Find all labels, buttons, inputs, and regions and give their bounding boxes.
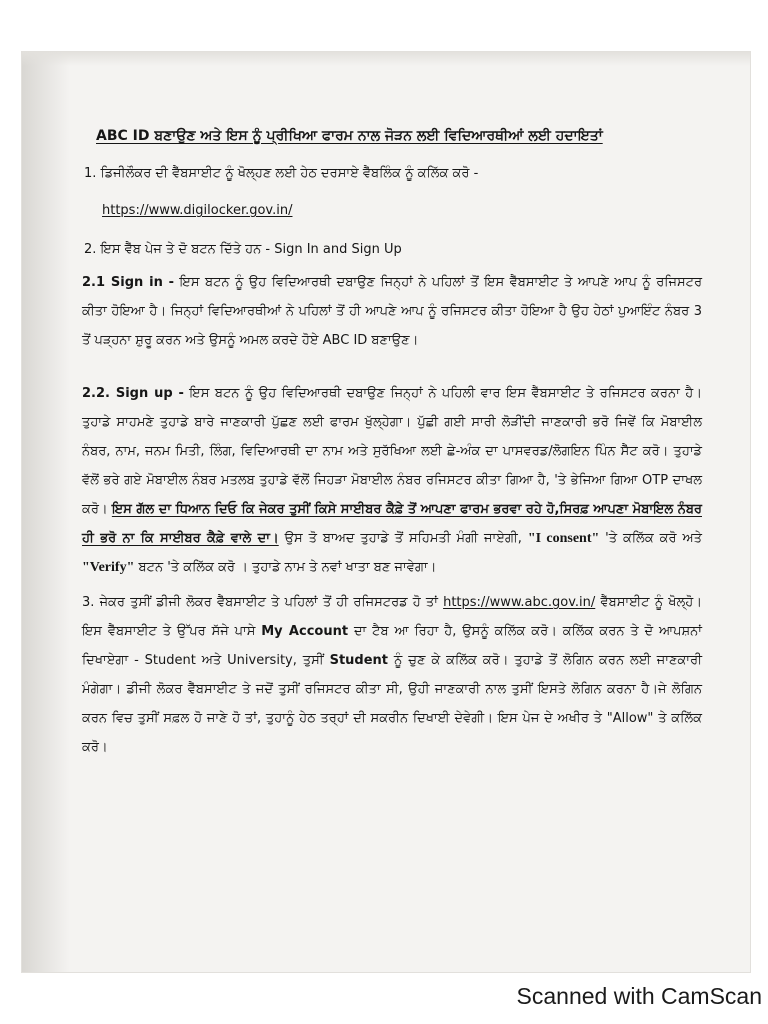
step-2-1-label: 2.1 Sign in - [82,275,175,290]
consent-intro-text: ਉਸ ਤੋ ਬਾਅਦ ਤੁਹਾਡੇ ਤੋਂ ਸਹਿਮਤੀ ਮੰਗੀ ਜਾਏਗੀ, [284,531,522,546]
student-label: Student [329,653,389,668]
step-3-open-site: ਵੈੱਬਸਾਈਟ ਨੂੰ ਖੋਲ੍ਹੋ। ਇਸ ਵੈੱਬਸਾਈਟ ਤੇ ਉੱਪਰ ਸੱਜੇ ਪਾਸੇ [82,595,703,639]
step-2-1-text: ਇਸ ਬਟਨ ਨੂੰ ਉਹ ਵਿਦਿਆਰਥੀ ਦਬਾਉਣ ਜਿਨ੍ਹਾਂ ਨੇ ਪਹਿਲਾਂ ਤੋਂ ਇਸ ਵੈੱਬਸਾਈਟ ਤੇ ਆਪਣੇ ਆਪ ਨੂੰ ਰਜਿਸਟਰ ਕੀਤਾ ਹੋਇਆ ਹੈ। ਜਿਨ੍ਹਾਂ ਵਿਦਿਆਰਥੀਆਂ ਨੇ ਪਹਿਲਾਂ ਤੋਂ ਹੀ ਆਪਣੇ ਆਪ ਨੂੰ ਰਜਿਸਟਰ ਕੀਤਾ ਹੋਇਆ ਹੈ ਉਹ ਹੇਠਾਂ ਪੁਆਇੰਟ ਨੰਬਰ 3 ਤੋਂ ਪੜ੍ਹਨਾ ਸ਼ੁਰੂ ਕਰਨ ਅਤੇ ਉਸਨੂੰ ਅਮਲ ਕਰਦੇ ਹੋਏ ABC ID ਬਣਾਉਣ। [82,275,702,348]
consent-click-text: 'ਤੇ ਕਲਿੱਕ ਕਰੋ ਅਤੇ [605,531,702,546]
step-3-options: ਦਾ ਟੈਬ ਆ ਰਿਹਾ ਹੈ, ਉਸਨੂੰ ਕਲਿੱਕ ਕਰੋ। ਕਲਿੱਕ ਕਰਨ ਤੇ ਦੋ ਆਪਸ਼ਨਾਂ ਦਿਖਾਏਗਾ - Student ਅਤੇ University, ਤੁਸੀਂ [82,624,702,668]
camscanner-watermark: Scanned with CamScan [516,983,762,1009]
step-3-intro: 3. ਜੇਕਰ ਤੁਸੀਂ ਡੀਜੀ ਲੋਕਰ ਵੈੱਬਸਾਈਟ ਤੇ ਪਹਿਲਾਂ ਤੋਂ ਹੀ ਰਜਿਸਟਰਡ ਹੋ ਤਾਂ [82,595,438,610]
verify-label: "Verify" [82,560,135,575]
paper-top-shadow [22,52,750,66]
paper-edge-shadow [22,52,70,972]
my-account-label: My Account [261,624,349,639]
step-3-paragraph [82,588,702,762]
step-2-text: 2. ਇਸ ਵੈੱਬ ਪੇਜ ਤੇ ਦੋ ਬਟਨ ਦਿੱਤੇ ਹਨ - Sign In and Sign Up [84,242,402,257]
step-2-2-label: 2.2. Sign up - [82,386,184,401]
document-title: ABC ID ਬਣਾਉਣ ਅਤੇ ਇਸ ਨੂੰ ਪ੍ਰੀਖਿਆ ਫਾਰਮ ਨਾਲ ਜੋੜਨ ਲਈ ਵਿਦਿਆਰਥੀਆਂ ਲਈ ਹਦਾਇਤਾਂ [96,128,603,144]
account-created-text: ਬਟਨ 'ਤੇ ਕਲਿੱਕ ਕਰੋ । ਤੁਹਾਡੇ ਨਾਮ ਤੇ ਨਵਾਂ ਖਾਤਾ ਬਣ ਜਾਵੇਗਾ। [138,560,437,575]
i-consent-label: "I consent" [527,531,600,546]
cyber-cafe-warning: ਇਸ ਗੱਲ ਦਾ ਧਿਆਨ ਦਿਓ ਕਿ ਜੇਕਰ ਤੁਸੀਂ ਕਿਸੇ ਸਾਈਬਰ ਕੈਫ਼ੇ ਤੋਂ ਆਪਣਾ ਫਾਰਮ ਭਰਵਾ ਰਹੇ ਹੋ,ਸਿਰਫ਼ ਆਪਣਾ ਮੋਬਾਇਲ ਨੰਬਰ ਹੀ ਭਰੋ ਨਾ ਕਿ ਸਾਈਬਰ ਕੈਫ਼ੇ ਵਾਲੇ ਦਾ। [82,502,702,546]
digilocker-link[interactable]: https://www.digilocker.gov.in/ [102,203,293,218]
step-3-final: ਤੇ ਕਲਿੱਕ ਕਰੋ। [82,711,702,755]
abc-link[interactable]: https://www.abc.gov.in/ [443,595,596,610]
step-2-2-text: ਇਸ ਬਟਨ ਨੂੰ ਉਹ ਵਿਦਿਆਰਥੀ ਦਬਾਉਣ ਜਿਨ੍ਹਾਂ ਨੇ ਪਹਿਲੀ ਵਾਰ ਇਸ ਵੈੱਬਸਾਈਟ ਤੇ ਰਜਿਸਟਰ ਕਰਨਾ ਹੈ। ਤੁਹਾਡੇ ਸਾਹਮਣੇ ਤੁਹਾਡੇ ਬਾਰੇ ਜਾਣਕਾਰੀ ਪੁੱਛਣ ਲਈ ਫਾਰਮ ਖੁੱਲ੍ਹੇਗਾ। ਪੁੱਛੀ ਗਈ ਸਾਰੀ ਲੋੜੀਂਦੀ ਜਾਣਕਾਰੀ ਭਰੋ ਜਿਵੇਂ ਕਿ ਮੋਬਾਈਲ ਨੰਬਰ, ਨਾਮ, ਜਨਮ ਮਿਤੀ, ਲਿੰਗ, ਵਿਦਿਆਰਥੀ ਦਾ ਨਾਮ ਅਤੇ ਸੁਰੱਖਿਆ ਲਈ ਛੇ-ਅੰਕ ਦਾ ਪਾਸਵਰਡ/ਲੋਗਇਨ ਪਿੰਨ ਸੈੱਟ ਕਰੋ। ਤੁਹਾਡੇ ਵੱਲੋਂ ਭਰੇ ਗਏ ਮੋਬਾਈਲ ਨੰਬਰ ਮਤਲਬ ਤੁਹਾਡੇ ਵੱਲੋਂ ਜਿਹੜਾ ਮੋਬਾਈਲ ਨੰਬਰ ਰਜਿਸਟਰ ਕੀਤਾ ਗਿਆ ਹੈ, 'ਤੇ ਭੇਜਿਆ ਗਿਆ OTP ਦਾਖਲ ਕਰੋ। [82,386,703,517]
step-2-2-paragraph [82,379,702,582]
document-body [82,128,702,762]
step-2-1-paragraph [82,268,702,355]
step-3-login: ਨੂੰ ਚੁਣ ਕੇ ਕਲਿੱਕ ਕਰੋ। ਤੁਹਾਡੇ ਤੋਂ ਲੋਗਿਨ ਕਰਨ ਲਈ ਜਾਣਕਾਰੀ ਮੰਗੇਗਾ। ਡੀਜੀ ਲੋਕਰ ਵੈੱਬਸਾਈਟ ਤੇ ਜਦੋਂ ਤੁਸੀਂ ਰਜਿਸਟਰ ਕੀਤਾ ਸੀ, ਉਹੀ ਜਾਣਕਾਰੀ ਨਾਲ ਤੁਸੀਂ ਇਸਤੇ ਲੋਗਿਨ ਕਰਨਾ ਹੈ।ਜੇ ਲੋਗਿਨ ਕਰਨ ਵਿਚ ਤੁਸੀਂ ਸਫ਼ਲ ਹੋ ਜਾਣੇ ਹੋ ਤਾਂ, ਤੁਹਾਨੂੰ ਹੇਠ ਤਰ੍ਹਾਂ ਦੀ ਸਕਰੀਨ ਦਿਖਾਈ ਦੇਵੇਗੀ। ਇਸ ਪੇਜ ਦੇ ਅਖੀਰ ਤੇ [82,653,702,726]
allow-label: "Allow" [606,711,654,726]
step-1-text: 1. ਡਿਜੀਲੌਕਰ ਦੀ ਵੈੱਬਸਾਈਟ ਨੂੰ ਖੋਲ੍ਹਣ ਲਈ ਹੇਠ ਦਰਸਾਏ ਵੈੱਬਲਿੰਕ ਨੂੰ ਕਲਿੱਕ ਕਰੋ - [84,166,479,181]
